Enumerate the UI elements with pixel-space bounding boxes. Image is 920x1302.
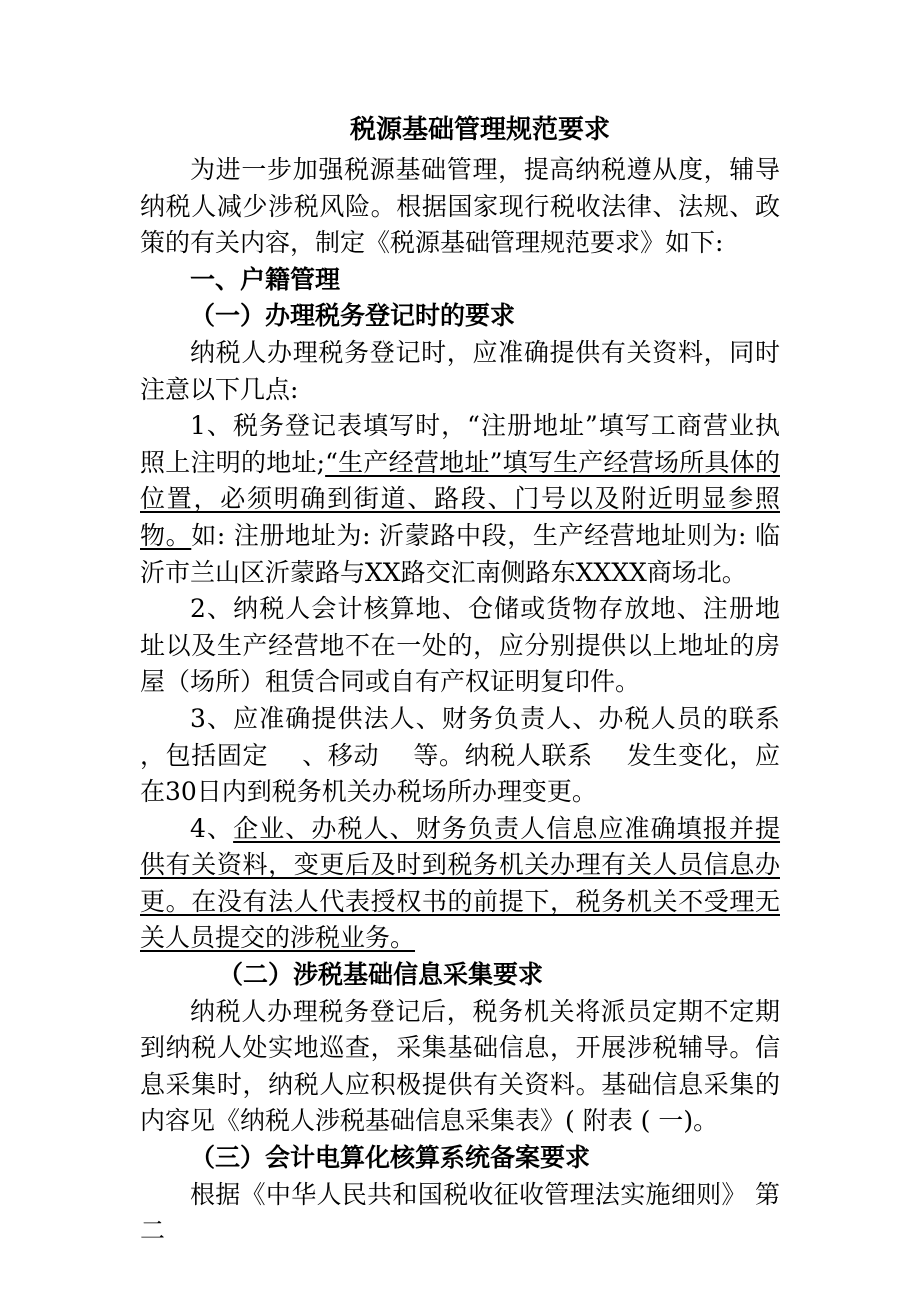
- section-heading-household-management: 一、户籍管理: [190, 264, 341, 294]
- item-2-paragraph: 2、纳税人会计核算地、仓储或货物存放地、注册地址以及生产经营地不在一处的，应分别提供以上地址的房屋（场所）租赁合同或自有产权证明复印件。: [140, 594, 780, 697]
- subsection-heading-registration: （一）办理税务登记时的要求: [190, 301, 516, 331]
- accounting-system-paragraph: 根据《中华人民共和国税收征收管理法实施细则》 第二: [140, 1179, 780, 1246]
- registration-lead-paragraph: 纳税人办理税务登记时，应准确提供有关资料，同时注意以下几点:: [140, 337, 780, 404]
- document-title: 税源基础管理规范要求: [349, 115, 610, 145]
- item-4-underlined-text: 企业、办税人、财务负责人信息应准确填报并提供有关资料，变更后及时到税务机关办理有关人员信息办更。在没有法人代表授权书的前提下，税务机关不受理无关人员提交的涉税业务。: [140, 813, 781, 953]
- intro-paragraph: 为进一步加强税源基础管理，提高纳税遵从度，辅导纳税人减少涉税风险。根据国家现行税收法律、法规、政策的有关内容，制定《税源基础管理规范要求》如下:: [140, 155, 780, 258]
- document-page: [140, 108, 813, 1250]
- subsection-heading-accounting-system: （三）会计电算化核算系统备案要求: [190, 1143, 591, 1173]
- item-4-number: 4、: [190, 813, 234, 843]
- item-1-paragraph: [140, 408, 780, 591]
- item-1-example-text: 如: 注册地址为: 沂蒙路中段，生产经营地址则为: 临沂市兰山区沂蒙路与XX路交汇南侧路东XXXX商场北。: [140, 520, 780, 587]
- subsection-heading-info-collection: （二）涉税基础信息采集要求: [218, 960, 544, 990]
- item-3-paragraph: 3、应准确提供法人、财务负责人、办税人员的联系 ，包括固定 、移动 等。纳税人联系 发生变化，应在30日内到税务机关办税场所办理变更。: [140, 703, 813, 807]
- info-collection-paragraph: 纳税人办理税务登记后，税务机关将派员定期不定期到纳税人处实地巡查，采集基础信息，开展涉税辅导。信息采集时，纳税人应积极提供有关资料。基础信息采集的内容见《纳税人涉税基础信息采集表》( 附表 ( 一)。: [140, 996, 780, 1136]
- item-1-underlined-text: “生产经营地址”填写生产经营场所具体的位置，必须明确到街道、路段、门号以及附近明显参照物。: [140, 447, 780, 550]
- item-4-paragraph: [140, 811, 780, 957]
- item-1-text: 1、税务登记表填写时，“注册地址”填写工商营业执照上注明的地址;: [140, 411, 780, 477]
